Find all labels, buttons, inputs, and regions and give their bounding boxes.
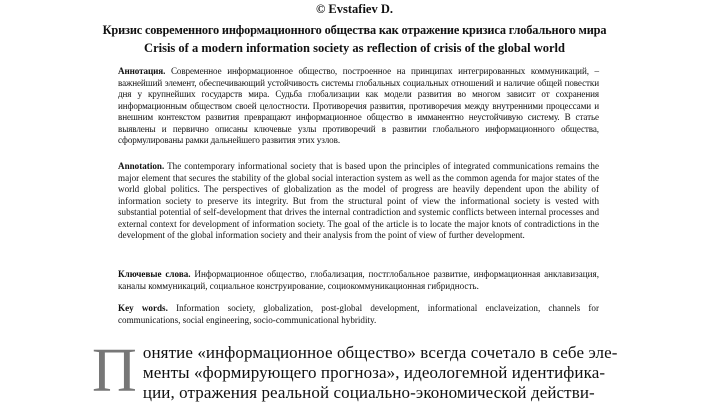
body-line: менты «формирующего прогноза», идеологемной идентифика- [142, 363, 606, 382]
abstract-english [118, 161, 599, 242]
body-line: онятие «информационное общество» всегда сочетало в себе эле- [142, 343, 618, 362]
title-russian: Кризис современного информационного общества как отражение кризиса глобального мира [102, 23, 607, 37]
keywords-english-text: Information society, globalization, post-global development, informational enclaveization, channels for communications, social engineering, socio-communicational hybridity. [118, 303, 600, 325]
drop-cap: П [92, 337, 137, 405]
article-body [92, 337, 618, 405]
keywords-russian [118, 269, 599, 292]
abstract-english-label: Annotation. [118, 161, 165, 171]
abstract-russian-text: Современное информационное общество, построенное на принципах интегрированных коммуникаций, – важнейший элемент, обеспечивающий устойчивость системы глобальных социальных отношений и наличие общей повестки дня у крупнейших государств мира. Судьба глобализации как модели развития во многом зависит от сохранения информационным обществом своей целостности. Противоречия развития, противоречия между внутренними процессами и внешним контекстом развития превращают информационное общество в имманентно неустойчивую систему. В статье выявлены и первично описаны ключевые узлы противоречий в развитии глобального информационного общества, сформулированы рамки дальнейшего развития этих узлов. [118, 66, 599, 145]
abstract-english-text: The contemporary informational society that is based upon the principles of integrated communications remains the major element that secures the stability of the global social interaction system as well as the common agenda for major states of the world global politics. The perspectives of globalization as the model of progress are heavily dependent upon the ability of information society to preserve its integrity. But from the structural point of view the informational society is vested with substantial potential of self-development that drives the internal contradiction and systemic conflicts between internal processes and external context for development of information society. The goal of the article is to locate the major knots of contradictions in the development of the global information society and their analysis from the point of view of further development. [118, 161, 599, 240]
author-line: © Evstafiev D. [315, 2, 394, 16]
keywords-english-label: Key words. [118, 303, 168, 313]
abstract-russian-label: Аннотация. [118, 66, 166, 76]
body-line: ции, отражения реальной социально-экономической действи- [142, 383, 595, 402]
keywords-russian-text: Информационное общество, глобализация, постглобальное развитие, информационная анклавизация, каналы коммуникаций, социальное конструирование, социокоммуникационная гибридность. [118, 269, 599, 291]
abstract-russian [118, 66, 599, 147]
keywords-english [118, 303, 599, 326]
keywords-russian-label: Ключевые слова. [118, 269, 191, 279]
title-english: Crisis of a modern information society as reflection of crisis of the global world [144, 41, 565, 55]
